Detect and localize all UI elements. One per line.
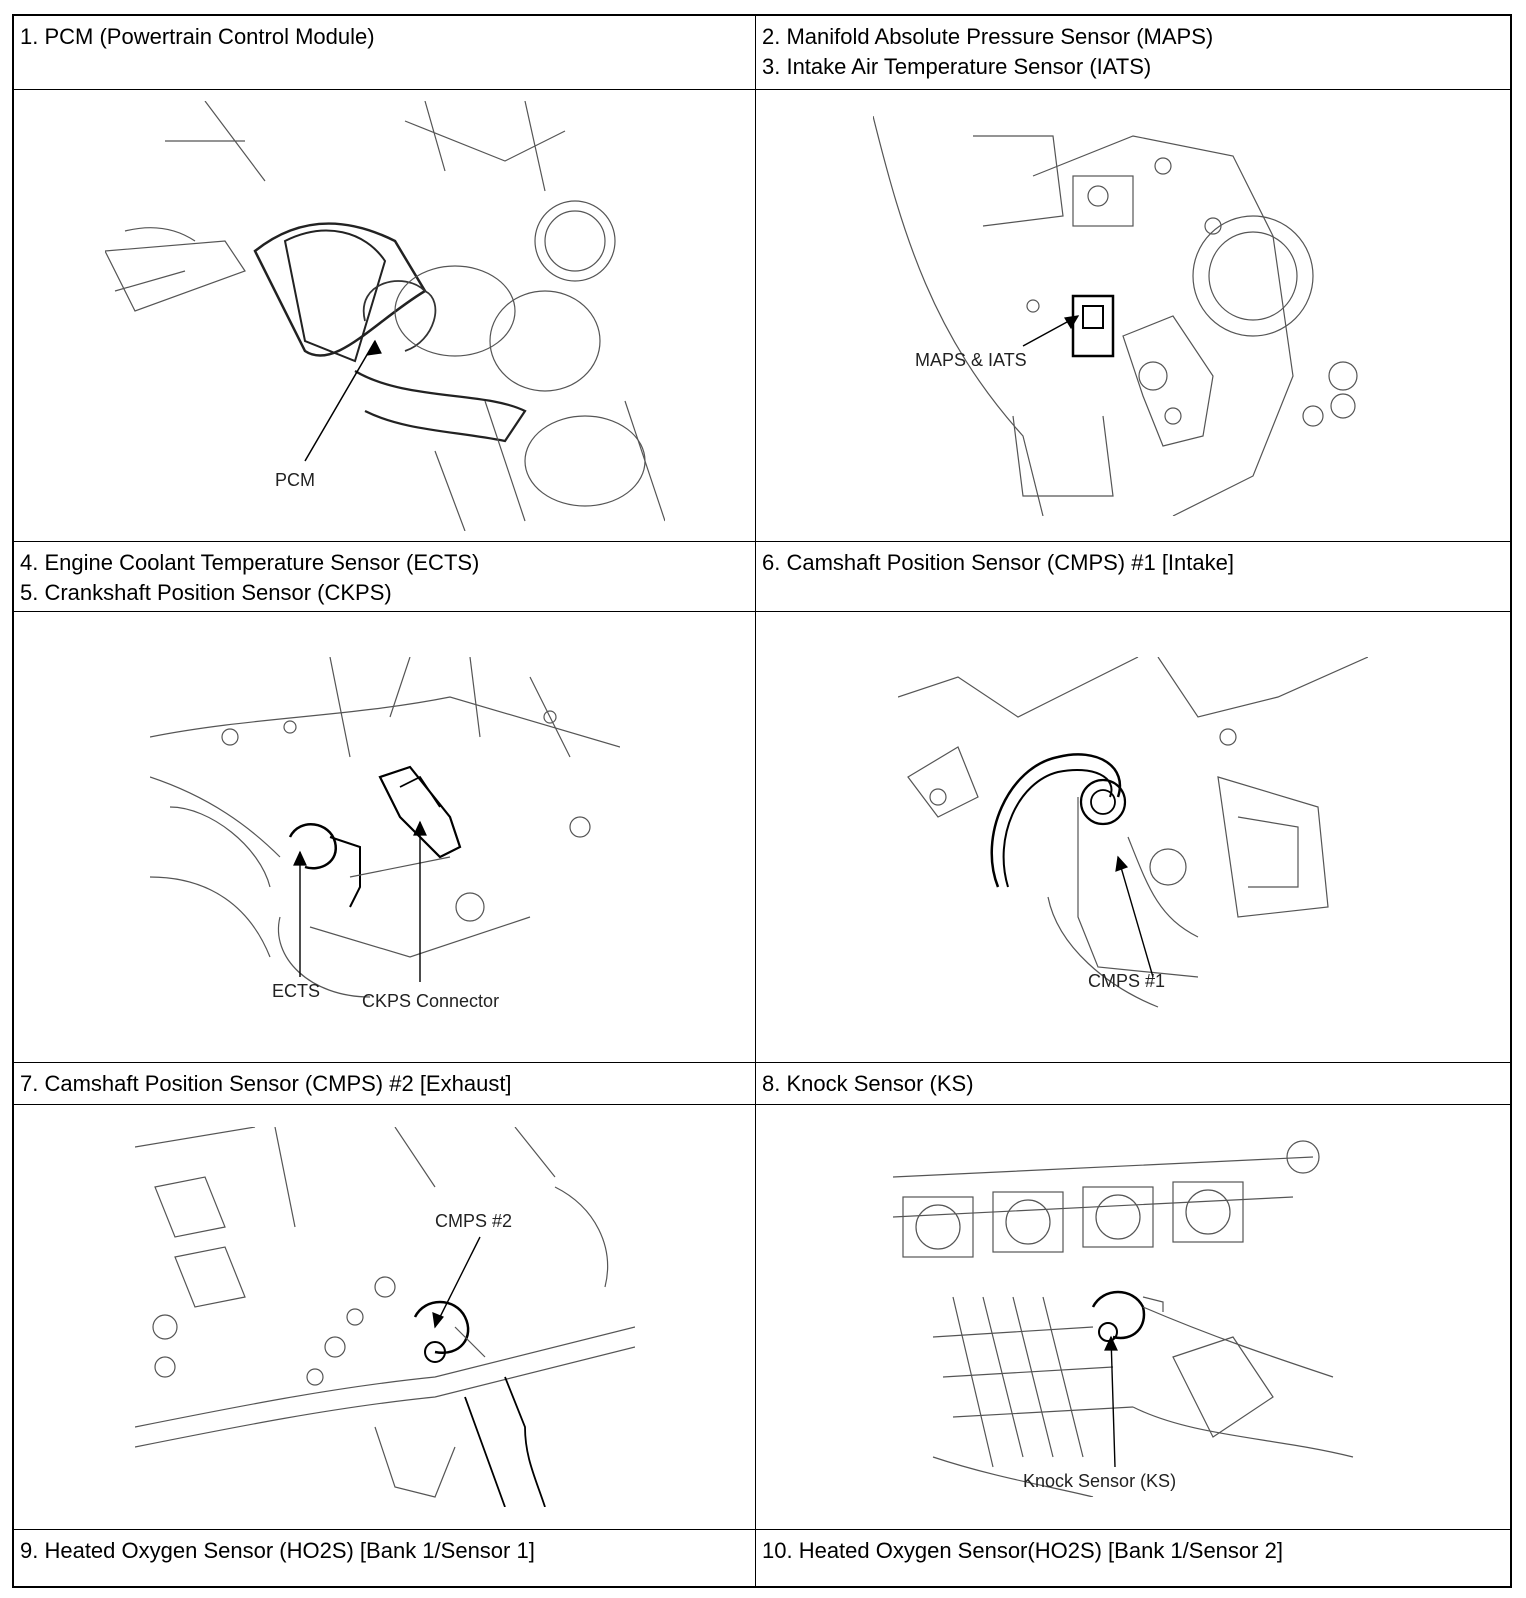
maps-iats-illustration [756, 90, 1510, 541]
caption-knock-sensor [756, 1063, 1510, 1104]
pcm-engine-drawing [105, 101, 665, 531]
knock-sensor-illustration [756, 1105, 1510, 1529]
figure-row-2 [14, 611, 1510, 1062]
ects-engine-drawing [150, 657, 620, 1017]
maps-callout-label: MAPS & IATS [915, 349, 1027, 370]
caption-line: 10. Heated Oxygen Sensor(HO2S) [Bank 1/Sensor 2] [762, 1538, 1283, 1563]
caption-cmps1 [756, 542, 1510, 611]
caption-line: 7. Camshaft Position Sensor (CMPS) #2 [Exhaust] [20, 1071, 512, 1096]
cmps1-illustration [756, 612, 1510, 1062]
pcm-illustration [14, 90, 756, 541]
cmps1-callout-label: CMPS #1 [1088, 971, 1166, 991]
ects-callout-label: ECTS [271, 981, 320, 1001]
caption-line: 5. Crankshaft Position Sensor (CKPS) [20, 580, 392, 605]
caption-row-2 [14, 541, 1510, 611]
caption-ho2s-sensor2 [756, 1530, 1510, 1586]
knock-engine-drawing [893, 1137, 1373, 1497]
pcm-callout-label: PCM [274, 469, 315, 490]
knock-sensor-callout-label: Knock Sensor (KS) [1023, 1471, 1177, 1491]
cmps2-callout-label: CMPS #2 [434, 1211, 512, 1231]
caption-line: 8. Knock Sensor (KS) [762, 1071, 974, 1096]
caption-ects-ckps [14, 542, 756, 611]
caption-line: 6. Camshaft Position Sensor (CMPS) #1 [Intake] [762, 550, 1234, 575]
caption-line: 9. Heated Oxygen Sensor (HO2S) [Bank 1/Sensor 1] [20, 1538, 535, 1563]
caption-row-3 [14, 1062, 1510, 1104]
caption-maps-iats [756, 16, 1510, 89]
caption-line: 4. Engine Coolant Temperature Sensor (ECTS) [20, 550, 480, 575]
caption-line: 1. PCM (Powertrain Control Module) [20, 24, 375, 49]
cmps2-illustration [14, 1105, 756, 1529]
caption-line: 2. Manifold Absolute Pressure Sensor (MAPS) [762, 24, 1214, 49]
cmps2-engine-drawing [135, 1127, 635, 1507]
caption-cmps2 [14, 1063, 756, 1104]
figure-row-3 [14, 1104, 1510, 1529]
ckps-connector-callout-label: CKPS Connector [361, 991, 499, 1011]
maps-engine-drawing [873, 116, 1393, 516]
caption-line: 3. Intake Air Temperature Sensor (IATS) [762, 54, 1152, 79]
sensor-location-table [12, 14, 1512, 1588]
caption-row-4 [14, 1529, 1510, 1586]
caption-row-1 [14, 16, 1510, 89]
ects-ckps-illustration [14, 612, 756, 1062]
caption-ho2s-sensor1 [14, 1530, 756, 1586]
caption-pcm [14, 16, 756, 89]
cmps1-engine-drawing [898, 657, 1368, 1017]
figure-row-1 [14, 89, 1510, 541]
